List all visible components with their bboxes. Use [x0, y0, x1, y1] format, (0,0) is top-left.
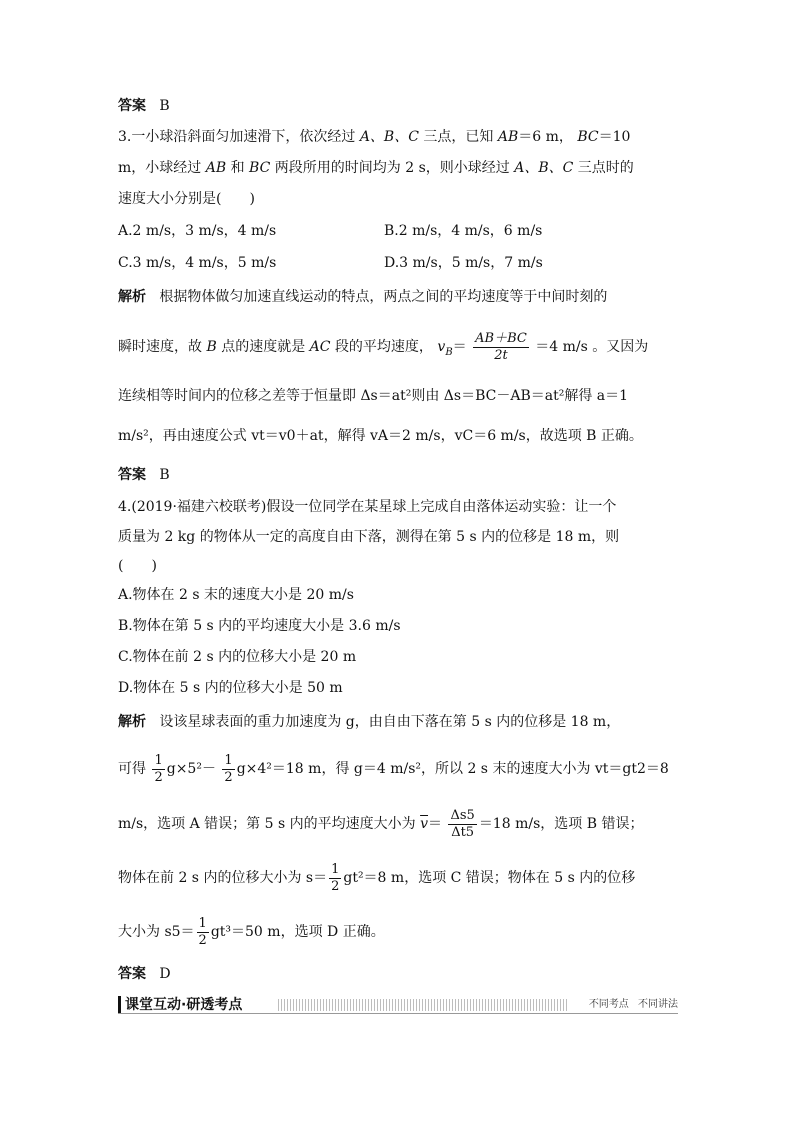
answer-label: 答案 [118, 98, 146, 114]
analysis4-line-5 [118, 914, 385, 950]
analysis3-text: 瞬时速度，故 [118, 339, 202, 355]
q4-option-a: A.物体在 2 s 末的速度大小是 20 m/s [118, 587, 354, 603]
analysis4-text: g×5²－ [166, 761, 216, 777]
average-velocity-symbol: $\overline{v}$ [420, 816, 429, 832]
analysis4-line-1 [118, 712, 620, 732]
q4-option-b: B.物体在第 5 s 内的平均速度大小是 3.6 m/s [118, 618, 401, 634]
analysis4-line-4 [118, 860, 635, 896]
q3-points: A、B、C [359, 129, 419, 145]
fraction-denominator: 2 [224, 769, 233, 785]
vb-symbol: $v_B$ [437, 339, 453, 358]
analysis3-line-4: m/s²，再由速度公式 vt＝v0＋at，解得 vA＝2 m/s，vC＝6 m/s，故选项 B 正确。 [118, 428, 643, 444]
q3-text: 3.一小球沿斜面匀加速滑下，依次经过 [118, 129, 356, 145]
answer-value: B [159, 98, 170, 114]
q4-line-1: 4.(2019·福建六校联考)假设一位同学在某星球上完成自由落体运动实验：让一个 [118, 499, 617, 515]
q3-option-c: C.3 m/s，4 m/s，5 m/s [118, 255, 277, 271]
q3-ab-value: ＝6 m， [518, 129, 573, 145]
q4-line-2: 质量为 2 kg 的物体从一定的高度自由下落，测得在第 5 s 内的位移是 18 m，则 [118, 529, 620, 545]
fraction-denominator: 2t [494, 347, 508, 363]
analysis3-line-1 [118, 287, 607, 307]
fraction-avg-velocity [473, 331, 529, 364]
fraction-numerator: 1 [198, 915, 207, 931]
section-header [118, 996, 678, 1014]
q3-text: 三点时的 [577, 160, 634, 176]
analysis4-text: 设该星球表面的重力加速度为 g，由自由下落在第 5 s 内的位移是 18 m， [159, 714, 621, 730]
analysis3-text: 段的平均速度， [334, 339, 433, 355]
analysis-label: 解析 [118, 289, 146, 305]
q3-text: 和 [230, 160, 245, 176]
analysis4-text: ＝18 m/s，选项 B 错误； [478, 816, 644, 832]
fraction-numerator: 1 [154, 752, 163, 768]
fraction-avg-velocity-5s [448, 808, 476, 841]
fraction-numerator: Δs5 [450, 807, 475, 823]
q3-option-a: A.2 m/s，3 m/s，4 m/s [118, 223, 277, 239]
analysis3-line-2: 瞬时速度，故 B 点的速度就是 AC 段的平均速度， $v_B=$ $\frac{AB+BC}{2t}$ ＝4 m/s 。又因为 [118, 330, 649, 363]
answer-value: D [159, 966, 171, 982]
analysis4-text: 物体在前 2 s 内的位移大小为 s＝ [118, 870, 328, 886]
section-hatch-decoration [278, 999, 568, 1011]
analysis-label: 解析 [118, 714, 146, 730]
fraction-numerator: AB＋BC [475, 330, 527, 346]
answer-label: 答案 [118, 966, 146, 982]
analysis3-text: 根据物体做匀加速直线运动的特点，两点之间的平均速度等于中间时刻的 [159, 289, 608, 305]
fraction-denominator: 2 [154, 769, 163, 785]
fraction-half [152, 753, 164, 786]
analysis3-text: 点的速度就是 [221, 339, 306, 355]
analysis3-text: ＝4 m/s 。又因为 [535, 339, 649, 355]
analysis4-line-3: m/s，选项 A 错误；第 5 s 内的平均速度大小为 $\overline{v}=$ $\frac{\Delta s5}{\Delta t5}$ ＝18 m/s，选项 B 错误； [118, 807, 644, 840]
analysis4-text: g×4²＝18 m，得 g＝4 m/s²，所以 2 s 末的速度大小为 vt＝gt2＝8 [236, 761, 669, 777]
section-tags [583, 996, 678, 1014]
fraction-half [329, 862, 341, 895]
q3-ab: AB [497, 129, 519, 145]
analysis3-line-3: 连续相等时间内的位移之差等于恒量即 Δs＝at²则由 Δs＝BC－AB＝at²解得 a＝1 [118, 388, 629, 404]
analysis4-line-2 [118, 751, 669, 787]
section-title: 课堂互动·研透考点 [118, 996, 248, 1014]
q4-option-d: D.物体在 5 s 内的位移大小是 50 m [118, 680, 343, 696]
q3-option-b: B.2 m/s，4 m/s，6 m/s [384, 223, 543, 239]
q3-text-mid: 三点，已知 [423, 129, 494, 145]
answer-line-1 [118, 96, 170, 116]
answer-line-4 [118, 964, 171, 984]
analysis4-text: gt²＝8 m，选项 C 错误；物体在 5 s 内的位移 [343, 870, 636, 886]
analysis4-text: 可得 [118, 761, 146, 777]
fraction-denominator: 2 [331, 878, 340, 894]
segment-ac: AC [309, 339, 331, 355]
q3-ab: AB [205, 160, 227, 176]
q3-line-3: 速度大小分别是( ) [118, 191, 255, 207]
section-divider [118, 1013, 678, 1014]
point-b: B [206, 339, 217, 355]
analysis4-text: gt³＝50 m，选项 D 正确。 [210, 924, 385, 940]
q3-bc-value: ＝10 [598, 129, 631, 145]
fraction-half [222, 753, 234, 786]
analysis4-text: 大小为 s5＝ [118, 924, 195, 940]
q3-option-d: D.3 m/s，5 m/s，7 m/s [384, 255, 543, 271]
answer-label: 答案 [118, 467, 146, 483]
fraction-half [197, 916, 209, 949]
answer-line-3 [118, 465, 170, 485]
q3-bc: BC [577, 129, 599, 145]
q3-line-1 [118, 127, 630, 147]
fraction-numerator: 1 [224, 752, 233, 768]
fraction-denominator: Δt5 [451, 824, 475, 840]
q3-bc: BC [249, 160, 271, 176]
answer-value: B [159, 467, 170, 483]
analysis4-text: m/s，选项 A 错误；第 5 s 内的平均速度大小为 [118, 816, 416, 832]
q3-text: m，小球经过 [118, 160, 202, 176]
q4-option-c: C.物体在前 2 s 内的位移大小是 20 m [118, 649, 357, 665]
section-tag-2: 不同讲法 [638, 999, 678, 1010]
q3-points: A、B、C [514, 160, 574, 176]
section-tag-1: 不同考点 [588, 999, 629, 1010]
fraction-denominator: 2 [198, 932, 207, 948]
q3-line-2 [118, 158, 634, 178]
q4-line-3: ( ) [118, 558, 157, 574]
fraction-numerator: 1 [331, 861, 340, 877]
q3-text: 两段所用的时间均为 2 s，则小球经过 [274, 160, 510, 176]
